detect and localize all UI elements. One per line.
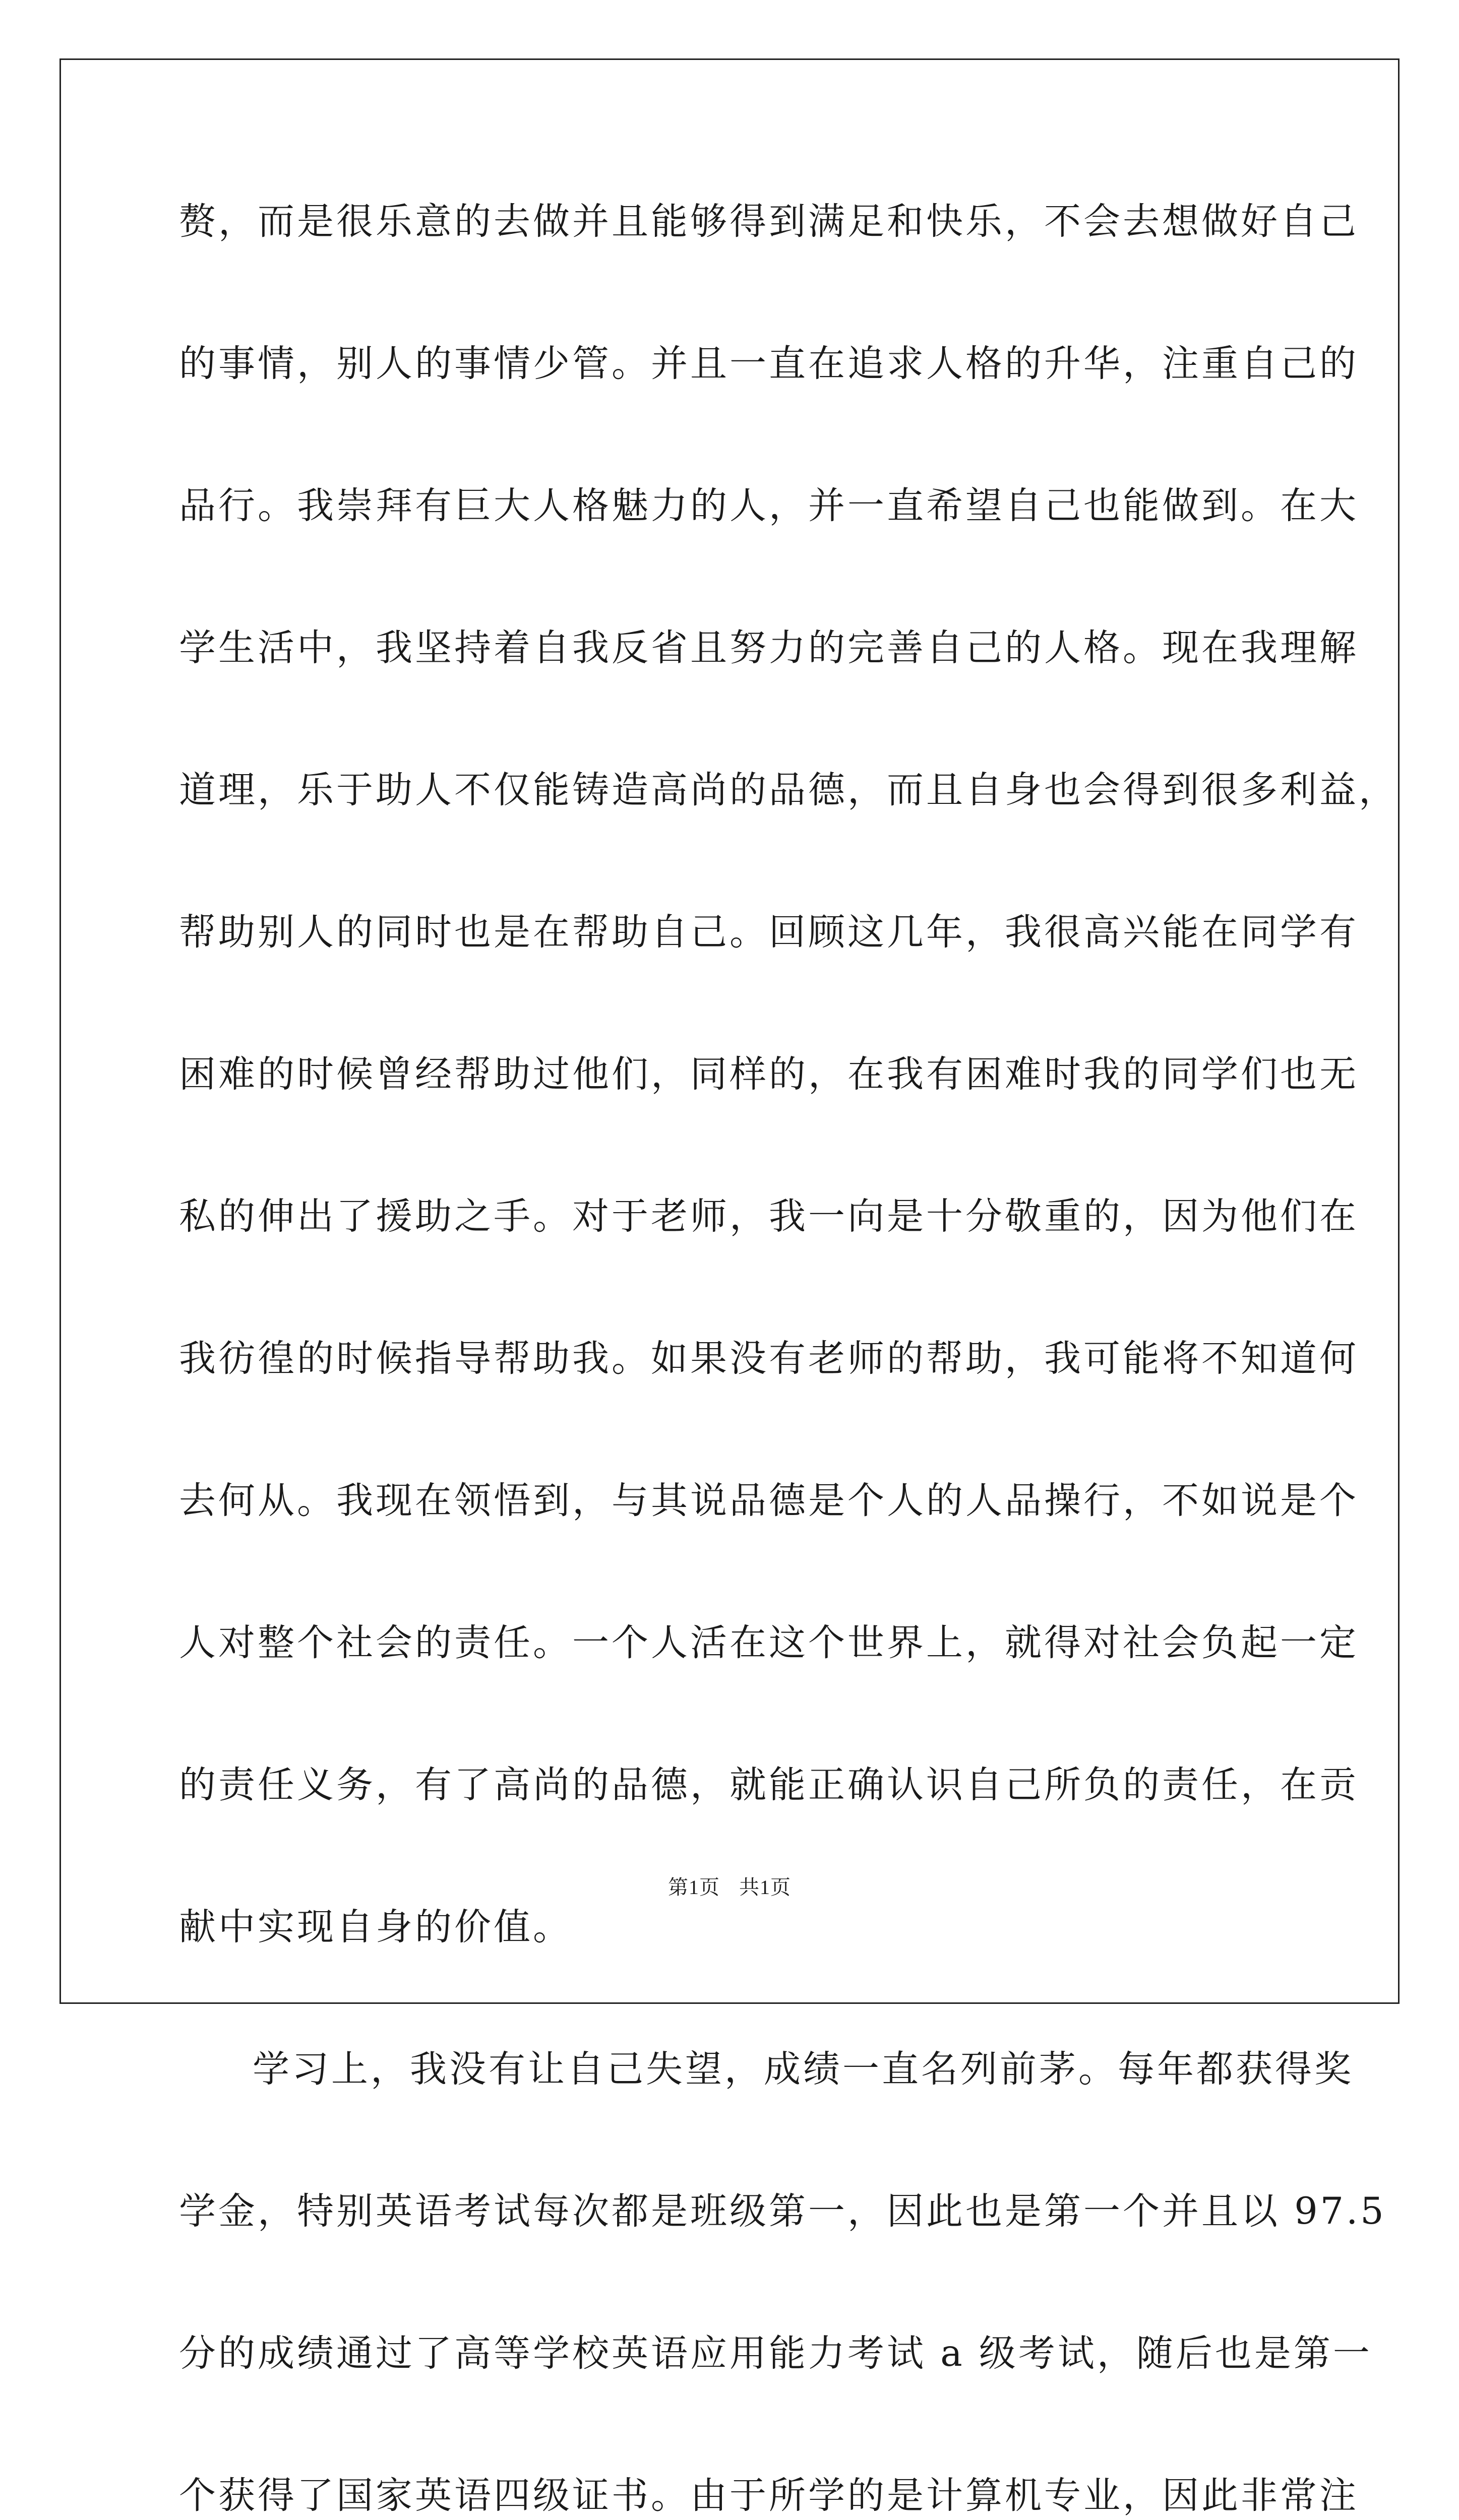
text-line: 去何从。我现在领悟到，与其说品德是个人的人品操行，不如说是个 — [179, 1479, 1359, 1522]
text-line: 学金，特别英语考试每次都是班级第一，因此也是第一个并且以 97.5 — [179, 2190, 1386, 2233]
text-line: 帮助别人的同时也是在帮助自己。回顾这几年，我很高兴能在同学有 — [179, 911, 1359, 954]
text-line: 人对整个社会的责任。一个人活在这个世界上，就得对社会负起一定 — [179, 1621, 1359, 1664]
text-line: 的责任义务，有了高尚的品德，就能正确认识自己所负的责任，在贡 — [179, 1763, 1359, 1806]
text-line: 赘，而是很乐意的去做并且能够得到满足和快乐，不会去想做好自己 — [179, 200, 1359, 243]
page-number-total: 共1页 — [739, 1876, 791, 1899]
text-line: 献中实现自身的价值。 — [179, 1906, 572, 1948]
text-line: 私的伸出了援助之手。对于老师，我一向是十分敬重的，因为他们在 — [179, 1195, 1359, 1238]
text-line: 的事情，别人的事情少管。并且一直在追求人格的升华，注重自己的 — [179, 342, 1359, 385]
page-footer — [0, 1872, 1459, 1903]
document-body — [179, 192, 1398, 2520]
text-line: 我彷徨的时候指导帮助我。如果没有老师的帮助，我可能将不知道何 — [179, 1337, 1359, 1380]
text-line: 困难的时候曾经帮助过他们，同样的，在我有困难时我的同学们也无 — [179, 1053, 1359, 1096]
text-line: 道理，乐于助人不仅能铸造高尚的品德，而且自身也会得到很多利益， — [179, 769, 1398, 811]
text-line: 个获得了国家英语四级证书。由于所学的是计算机专业，因此非常注 — [179, 2474, 1359, 2517]
paragraph-start-line: 学习上，我没有让自己失望，成绩一直名列前茅。每年都获得奖 — [253, 2048, 1354, 2091]
text-line: 品行。我崇拜有巨大人格魅力的人，并一直希望自己也能做到。在大 — [179, 484, 1359, 527]
text-line: 学生活中，我坚持着自我反省且努力的完善自己的人格。现在我理解 — [179, 626, 1359, 669]
page-number-current: 第1页 — [668, 1876, 720, 1899]
text-line: 分的成绩通过了高等学校英语应用能力考试 a 级考试，随后也是第一 — [179, 2332, 1372, 2375]
